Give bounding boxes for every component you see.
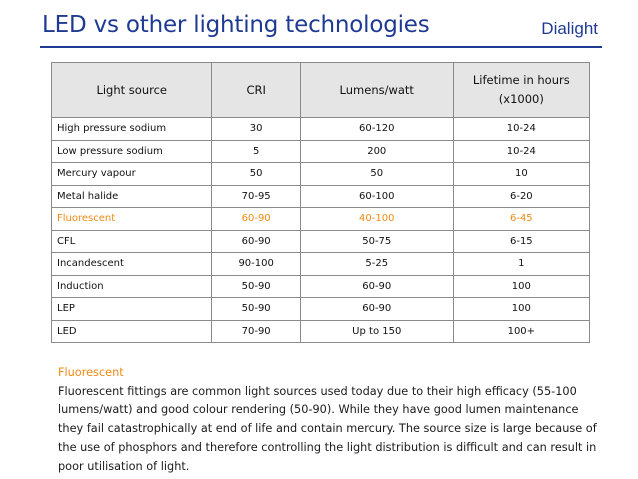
table-row-highlighted [52,208,590,231]
cell-cri: 5 [212,140,300,163]
cell-light-source: Mercury vapour [52,163,212,186]
cell-light-source: Fluorescent [52,208,212,231]
table-row [52,140,590,163]
cell-lifetime: 100+ [453,320,589,343]
cell-light-source: Induction [52,275,212,298]
title-divider [40,46,602,48]
cell-light-source: CFL [52,230,212,253]
slide-title: LED vs other lighting technologies [42,12,430,38]
table-row [52,253,590,276]
table-row [52,230,590,253]
note-heading: Fluorescent [58,366,124,379]
cell-lumens-per-watt: 60-100 [300,185,453,208]
cell-cri: 50-90 [212,275,300,298]
table-row [52,163,590,186]
table-row [52,298,590,321]
cell-lifetime: 6-45 [453,208,589,231]
cell-lumens-per-watt: Up to 150 [300,320,453,343]
cell-lifetime: 100 [453,275,589,298]
cell-cri: 50-90 [212,298,300,321]
cell-cri: 70-95 [212,185,300,208]
table-row [52,275,590,298]
cell-lumens-per-watt: 50 [300,163,453,186]
cell-lumens-per-watt: 60-90 [300,275,453,298]
table-row [52,185,590,208]
cell-cri: 50 [212,163,300,186]
cell-light-source: Incandescent [52,253,212,276]
lighting-comparison-table [51,62,590,343]
cell-lumens-per-watt: 50-75 [300,230,453,253]
cell-lifetime: 1 [453,253,589,276]
cell-cri: 90-100 [212,253,300,276]
cell-lifetime: 10-24 [453,118,589,141]
cell-lumens-per-watt: 60-120 [300,118,453,141]
cell-lumens-per-watt: 5-25 [300,253,453,276]
cell-lumens-per-watt: 40-100 [300,208,453,231]
note-body: Fluorescent fittings are common light sources used today due to their high efficacy (55-100 lumens/watt) and good colour rendering (50-90). While they have good lumen maintenance they fail catastrophically at end of life and contain mercury. The source size is large because of the use of phosphors and therefore controlling the light distribution is difficult and can result in poor utilisation of light. [58,384,597,473]
cell-cri: 60-90 [212,230,300,253]
cell-lifetime: 10 [453,163,589,186]
column-header-lumens-per-watt: Lumens/watt [300,63,453,118]
cell-light-source: Metal halide [52,185,212,208]
cell-lifetime: 100 [453,298,589,321]
cell-lumens-per-watt: 200 [300,140,453,163]
cell-cri: 30 [212,118,300,141]
table-header-row [52,63,590,118]
cell-cri: 60-90 [212,208,300,231]
cell-lifetime: 6-15 [453,230,589,253]
cell-lumens-per-watt: 60-90 [300,298,453,321]
cell-light-source: High pressure sodium [52,118,212,141]
column-header-light-source: Light source [52,63,212,118]
cell-lifetime: 10-24 [453,140,589,163]
cell-light-source: LED [52,320,212,343]
cell-cri: 70-90 [212,320,300,343]
fluorescent-note [58,364,606,476]
table-row [52,320,590,343]
table-row [52,118,590,141]
column-header-lifetime: Lifetime in hours (x1000) [453,63,589,118]
column-header-cri: CRI [212,63,300,118]
cell-lifetime: 6-20 [453,185,589,208]
cell-light-source: LEP [52,298,212,321]
brand-logo: Dialight [541,19,598,38]
cell-light-source: Low pressure sodium [52,140,212,163]
